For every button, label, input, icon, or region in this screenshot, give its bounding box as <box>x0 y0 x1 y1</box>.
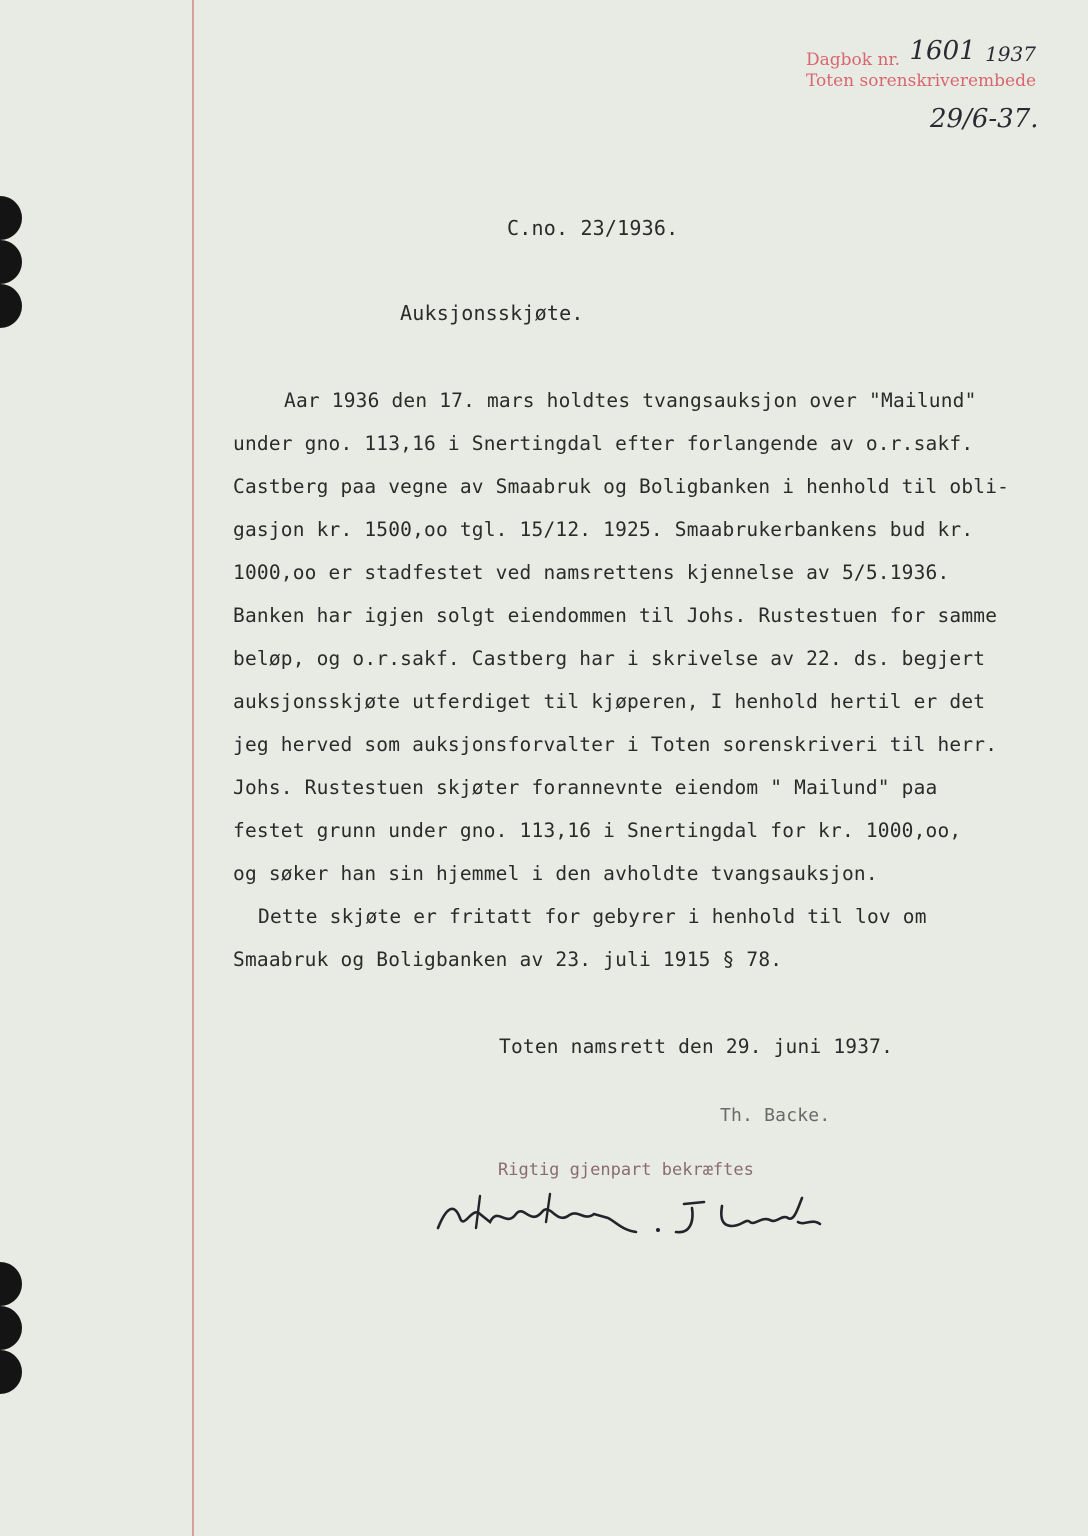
document-title: Auksjonsskjøte. <box>400 301 584 325</box>
journal-stamp <box>806 36 1036 72</box>
office-stamp: Toten sorenskriverembede <box>806 71 1037 91</box>
punch-hole <box>0 1350 22 1394</box>
body-line: Banken har igjen solgt eiendommen til Johs. Rustestuen for samme <box>233 604 998 627</box>
body-line: jeg herved som auksjonsforvalter i Toten sorenskriveri til herr. <box>233 733 998 756</box>
body-line: 1000,oo er stadfestet ved namsrettens kjennelse av 5/5.1936. <box>233 561 950 584</box>
body-line: Johs. Rustestuen skjøter forannevnte eiendom " Mailund" paa <box>233 776 938 799</box>
body-line: gasjon kr. 1500,oo tgl. 15/12. 1925. Smaabrukerbankens bud kr. <box>233 518 974 541</box>
certification-line: Rigtig gjenpart bekræftes <box>498 1160 754 1180</box>
handwritten-date: 29/6-37. <box>930 104 1039 134</box>
signature-drawing <box>432 1188 852 1248</box>
body-line: og søker han sin hjemmel i den avholdte tvangsauksjon. <box>233 862 878 885</box>
body-line: auksjonsskjøte utferdiget til kjøperen, I henhold hertil er det <box>233 690 986 713</box>
punch-hole <box>0 1262 22 1306</box>
body-line: Dette skjøte er fritatt for gebyrer i henhold til lov om <box>258 905 927 928</box>
dagbok-number: 1601 <box>909 36 976 66</box>
punch-hole <box>0 1306 22 1350</box>
body-line: Castberg paa vegne av Smaabruk og Boligbanken i henhold til obli- <box>233 475 1010 498</box>
body-line: under gno. 113,16 i Snertingdal efter forlangende av o.r.sakf. <box>233 432 974 455</box>
body-line: festet grunn under gno. 113,16 i Snertingdal for kr. 1000,oo, <box>233 819 962 842</box>
dagbok-label: Dagbok nr. <box>806 50 901 70</box>
handwritten-signatures <box>432 1188 852 1252</box>
red-margin-line <box>192 0 194 1536</box>
body-line: Smaabruk og Boligbanken av 23. juli 1915 § 78. <box>233 948 783 971</box>
signer-name: Th. Backe. <box>720 1105 831 1126</box>
punch-hole <box>0 196 22 240</box>
punch-hole <box>0 284 22 328</box>
case-number: C.no. 23/1936. <box>507 216 679 240</box>
body-line: Aar 1936 den 17. mars holdtes tvangsauksjon over "Mailund" <box>284 389 977 412</box>
stamp-year: 1937 <box>985 42 1036 66</box>
place-and-date: Toten namsrett den 29. juni 1937. <box>499 1035 894 1058</box>
punch-hole <box>0 240 22 284</box>
body-line: beløp, og o.r.sakf. Castberg har i skrivelse av 22. ds. begjert <box>233 647 986 670</box>
